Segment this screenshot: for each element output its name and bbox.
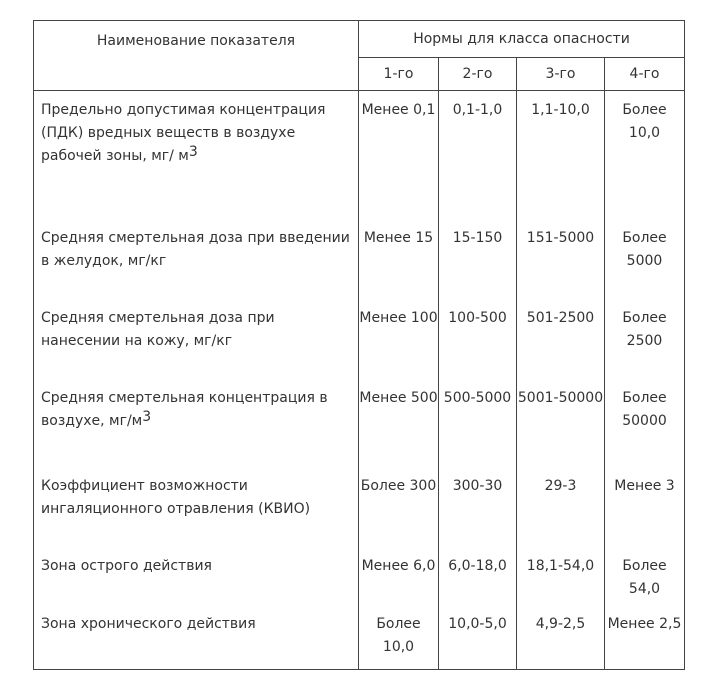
indicator-name: Коэффициент возможности ингаляционного отравления (КВИО)	[34, 467, 359, 547]
indicator-name: Средняя смертельная доза при введении в желудок, мг/кг	[34, 219, 359, 299]
value-class-3: 4,9-2,5	[517, 605, 605, 670]
value-class-3: 5001-50000	[517, 379, 605, 467]
table-row	[34, 605, 685, 670]
value-class-1: Менее 100	[359, 299, 439, 379]
value-class-1: Менее 6,0	[359, 547, 439, 605]
indicator-name: Зона хронического действия	[34, 605, 359, 670]
header-indicator-name: Наименование показателя	[34, 21, 359, 91]
header-norms: Нормы для класса опасности	[359, 21, 685, 58]
value-class-4: Более 50000	[605, 379, 685, 467]
table-row	[34, 299, 685, 379]
table-row	[34, 91, 685, 220]
value-class-1: Более 10,0	[359, 605, 439, 670]
value-class-3: 29-3	[517, 467, 605, 547]
indicator-name	[34, 379, 359, 467]
value-class-4: Более 54,0	[605, 547, 685, 605]
superscript: 3	[142, 409, 152, 425]
value-class-3: 18,1-54,0	[517, 547, 605, 605]
indicator-text: Средняя смертельная концентрация в воздухе, мг/м	[41, 390, 328, 429]
value-class-2: 100-500	[439, 299, 517, 379]
value-class-4: Менее 3	[605, 467, 685, 547]
value-class-3: 151-5000	[517, 219, 605, 299]
value-class-1: Более 300	[359, 467, 439, 547]
header-class-2: 2-го	[439, 58, 517, 91]
header-class-4: 4-го	[605, 58, 685, 91]
value-class-2: 0,1-1,0	[439, 91, 517, 220]
value-class-2: 300-30	[439, 467, 517, 547]
superscript: 3	[188, 144, 198, 160]
value-class-4: Более 10,0	[605, 91, 685, 220]
indicator-name: Зона острого действия	[34, 547, 359, 605]
table-row	[34, 379, 685, 467]
table-row	[34, 467, 685, 547]
value-class-2: 10,0-5,0	[439, 605, 517, 670]
value-class-2: 6,0-18,0	[439, 547, 517, 605]
header-class-1: 1-го	[359, 58, 439, 91]
value-class-3: 501-2500	[517, 299, 605, 379]
indicator-name: Средняя смертельная доза при нанесении на кожу, мг/кг	[34, 299, 359, 379]
table-row	[34, 219, 685, 299]
value-class-2: 15-150	[439, 219, 517, 299]
value-class-2: 500-5000	[439, 379, 517, 467]
table-row	[34, 547, 685, 605]
value-class-4: Менее 2,5	[605, 605, 685, 670]
value-class-1: Менее 15	[359, 219, 439, 299]
value-class-1: Менее 500	[359, 379, 439, 467]
value-class-1: Менее 0,1	[359, 91, 439, 220]
indicator-text: Предельно допустимая концентрация (ПДК) вредных веществ в воздухе рабочей зоны, мг/ м	[41, 102, 326, 164]
value-class-4: Более 5000	[605, 219, 685, 299]
indicator-name	[34, 91, 359, 220]
value-class-4: Более 2500	[605, 299, 685, 379]
value-class-3: 1,1-10,0	[517, 91, 605, 220]
hazard-class-table	[33, 20, 685, 670]
header-class-3: 3-го	[517, 58, 605, 91]
